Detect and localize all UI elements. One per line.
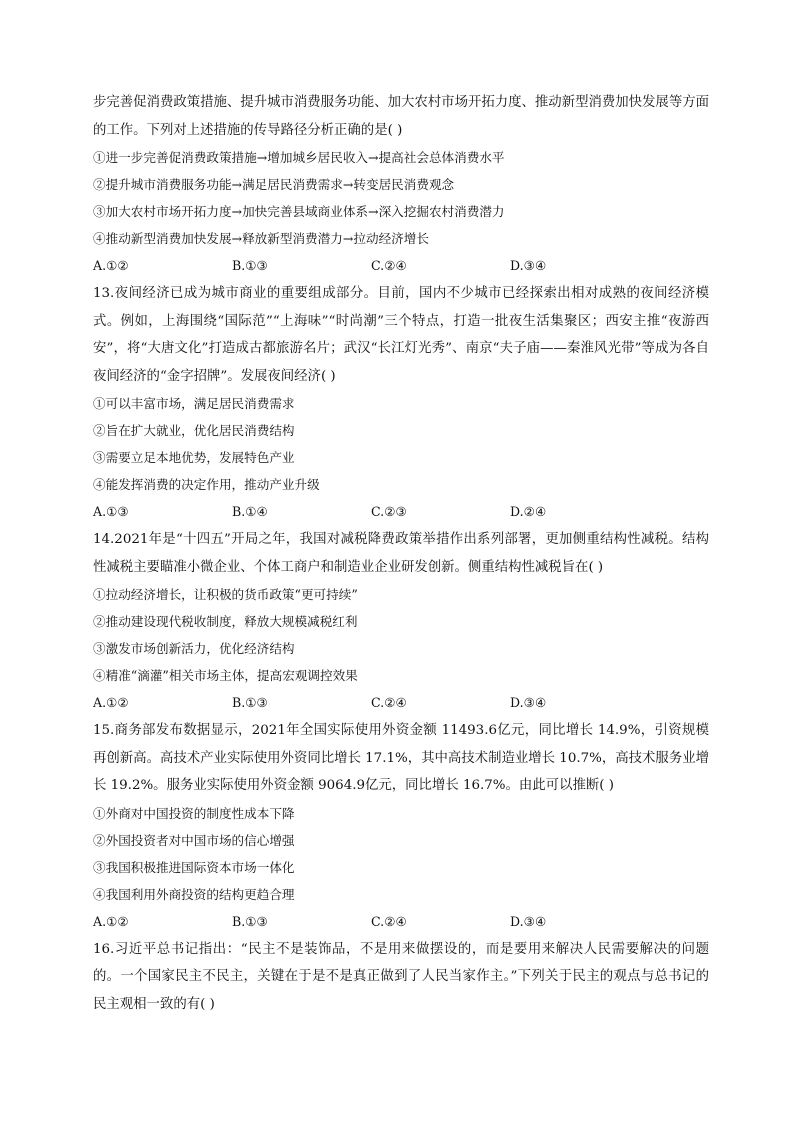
- q12-stem: 步完善促消费政策措施、提升城市消费服务功能、加大农村市场开拓力度、推动新型消费加快发展等方面的工作。下列对上述措施的传导路径分析正确的是( ): [93, 95, 709, 138]
- q16-stem: 16.习近平总书记指出：“民主不是装饰品，不是用来做摆设的，而是要用来解决人民需要解决的问题的。一个国家民主不民主，关键在于是不是真正做到了人民当家作主。”下列关于民主的观点与总书记的民主观相一致的有( ): [93, 941, 709, 1012]
- q12-option-4: ④推动新型消费加快发展→释放新型消费潜力→拉动经济增长: [93, 231, 429, 246]
- q15-choice-b[interactable]: B.①③: [232, 913, 268, 929]
- q14-choices: [93, 689, 709, 717]
- q15-option-3: ③我国积极推进国际资本市场一体化: [93, 859, 295, 875]
- q13-choice-b[interactable]: B.①④: [232, 504, 268, 519]
- q12-choice-c[interactable]: C.②④: [371, 258, 407, 273]
- q15-stem: 15.商务部发布数据显示，2021年全国实际使用外资金额 11493.6亿元，同比增长 14.9%，引资规模再创新高。高技术产业实际使用外资同比增长 17.1%，其中高技术制造业增长 10.7%，高技术服务业增长 19.2%。服务业实际使用外资金额 9064.9亿元，同比增长 16.7%。由此可以推断( ): [93, 723, 709, 793]
- q14-choice-b[interactable]: B.①③: [232, 695, 268, 710]
- q14-option-3: ③激发市场创新活力，优化经济结构: [93, 641, 295, 656]
- q15-option-4: ④我国利用外商投资的结构更趋合理: [93, 886, 295, 902]
- q13-choice-a[interactable]: A.①③: [93, 504, 129, 519]
- q12-option-3: ③加大农村市场开拓力度→加快完善县域商业体系→深入挖掘农村消费潜力: [93, 204, 505, 219]
- q12-option-1: ①进一步完善促消费政策措施→增加城乡居民收入→提高社会总体消费水平: [93, 150, 505, 165]
- q15-option-2: ②外国投资者对中国市场的信心增强: [93, 832, 295, 848]
- q13-option-3: ③需要立足本地优势，发展特色产业: [93, 450, 295, 465]
- q12-choice-b[interactable]: B.①③: [232, 258, 268, 273]
- q12-choice-a[interactable]: A.①②: [93, 258, 129, 273]
- q14-choice-d[interactable]: D.③④: [510, 695, 547, 710]
- q14-option-2: ②推动建设现代税收制度，释放大规模减税红利: [93, 614, 358, 629]
- q14-stem: 14.2021年是“十四五”开局之年，我国对减税降费政策举措作出系列部署，更加侧重结构性减税。结构性减税主要瞄准小微企业、个体工商户和制造业企业研发创新。侧重结构性减税旨在( ): [93, 532, 709, 575]
- q14-option-4: ④精准“滴灌”相关市场主体，提高宏观调控效果: [93, 668, 358, 683]
- q13-choice-c[interactable]: C.②③: [371, 504, 407, 519]
- q15-choice-c[interactable]: C.②④: [371, 913, 407, 929]
- q15-choice-d[interactable]: D.③④: [510, 913, 547, 929]
- q14-choice-a[interactable]: A.①②: [93, 695, 129, 710]
- q14-choice-c[interactable]: C.②④: [371, 695, 407, 710]
- q13-choices: [93, 498, 709, 526]
- q15-choice-a[interactable]: A.①②: [93, 913, 129, 929]
- q13-choice-d[interactable]: D.②④: [510, 504, 547, 519]
- q12-choice-d[interactable]: D.③④: [510, 258, 547, 273]
- q14-option-1: ①拉动经济增长，让积极的货币政策“更可持续”: [93, 587, 358, 602]
- exam-page: [93, 89, 709, 1018]
- q13-stem: 13.夜间经济已成为城市商业的重要组成部分。目前，国内不少城市已经探索出相对成熟的夜间经济模式。例如，上海围绕“国际范”“上海味”“时尚潮”三个特点，打造一批夜生活集聚区；西安主推“夜游西安”，将“大唐文化”打造成古都旅游名片；武汉“长江灯光秀”、南京“夫子庙——秦淮风光带”等成为各自夜间经济的“金字招牌”。发展夜间经济( ): [93, 286, 709, 384]
- q15-choices: [93, 908, 709, 936]
- q12-option-2: ②提升城市消费服务功能→满足居民消费需求→转变居民消费观念: [93, 177, 455, 192]
- q15-option-1: ①外商对中国投资的制度性成本下降: [93, 805, 295, 821]
- q12-choices: [93, 252, 709, 280]
- q13-option-2: ②旨在扩大就业，优化居民消费结构: [93, 423, 295, 438]
- q13-option-1: ①可以丰富市场，满足居民消费需求: [93, 396, 295, 411]
- q13-option-4: ④能发挥消费的决定作用，推动产业升级: [93, 477, 320, 492]
